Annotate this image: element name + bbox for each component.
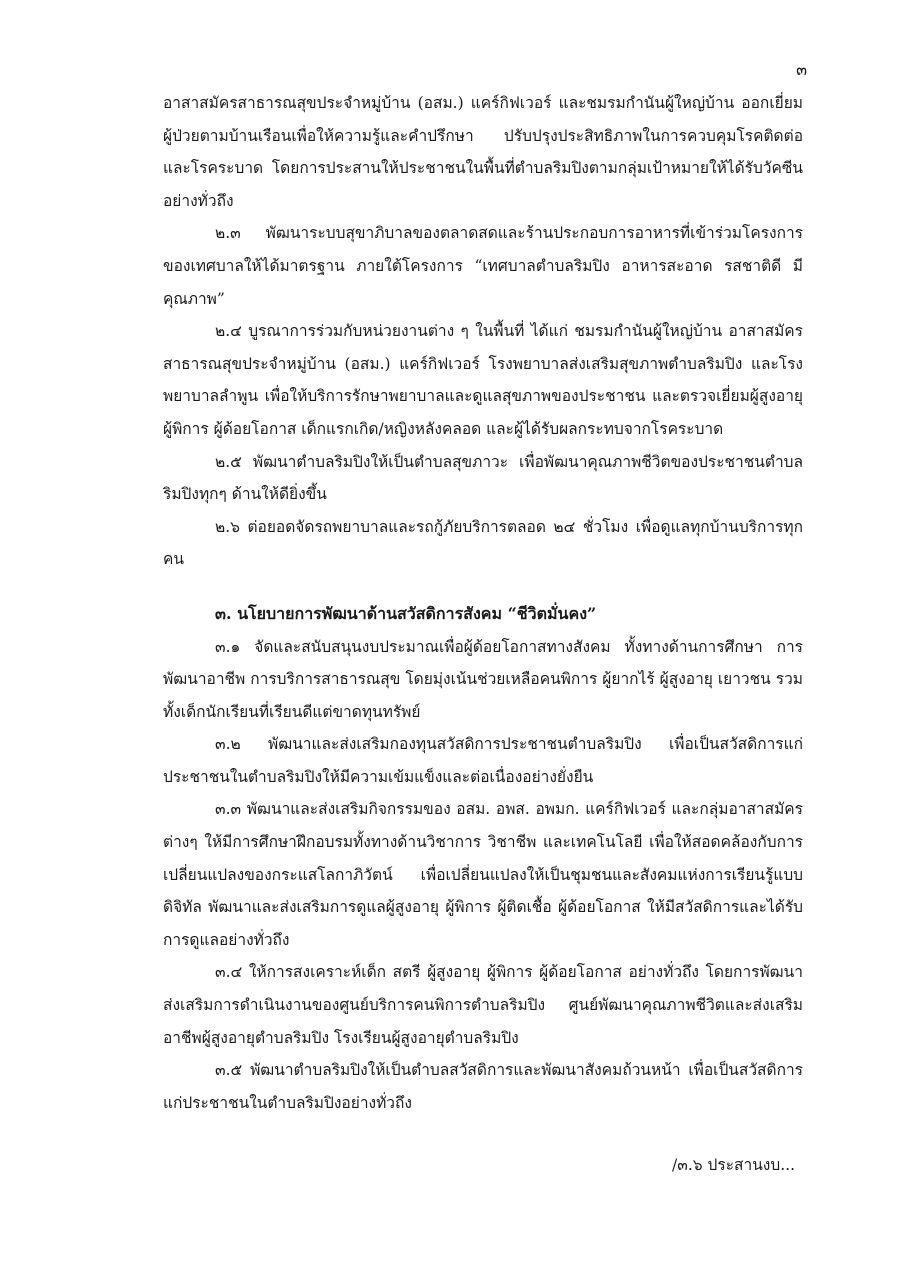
paragraph-intro: อาสาสมัครสาธารณสุขประจำหมู่บ้าน (อสม.) แคร์กิฟเวอร์ และชมรมกำนันผู้ใหญ่บ้าน ออกเยี่ยมผู้ป่วยตามบ้านเรือนเพื่อให้ความรู้และคำปรึกษา ปรับปรุงประสิทธิภาพในการควบคุมโรคติดต่อและโรคระบาด โดยการประสานให้ประชาชนในพื้นที่ตำบลริมปิงตามกลุ่มเป้าหมายให้ได้รับวัคซีนอย่างทั่วถึง [163, 94, 803, 210]
paragraph-2-6: ๒.๖ ต่อยอดจัดรถพยาบาลและรถกู้ภัยบริการตลอด ๒๔ ชั่วโมง เพื่อดูแลทุกบ้านบริการทุกคน [163, 517, 803, 569]
paragraph-3-1: ๓.๑ จัดและสนับสนุนงบประมาณเพื่อผู้ด้อยโอกาสทางสังคม ทั้งทางด้านการศึกษา การพัฒนาอาชีพ การบริการสาธารณสุข โดยมุ่งเน้นช่วยเหลือคนพิการ ผู้ยากไร้ ผู้สูงอายุ เยาวชน รวมทั้งเด็กนักเรียนที่เรียนดีแต่ขาดทุนทรัพย์ [163, 637, 803, 721]
paragraph-2-4: ๒.๔ บูรณาการร่วมกับหน่วยงานต่าง ๆ ในพื้นที่ ได้แก่ ชมรมกำนันผู้ใหญ่บ้าน อาสาสมัครสาธารณสุขประจำหมู่บ้าน (อสม.) แคร์กิฟเวอร์ โรงพยาบาลส่งเสริมสุขภาพตำบลริมปิง และโรงพยาบาลลำพูน เพื่อให้บริการรักษาพยาบาลและดูแลสุขภาพของประชาชน และตรวจเยี่ยมผู้สูงอายุ ผู้พิการ ผู้ด้อยโอกาส เด็กแรกเกิด/หญิงหลังคลอด และผู้ได้รับผลกระทบจากโรคระบาด [163, 322, 803, 438]
paragraph-2-3: ๒.๓ พัฒนาระบบสุขาภิบาลของตลาดสดและร้านประกอบการอาหารที่เข้าร่วมโครงการของเทศบาลให้ได้มาตรฐาน ภายใต้โครงการ “เทศบาลตำบลริมปิง อาหารสะอาด รสชาติดี มีคุณภาพ” [163, 224, 803, 308]
section-heading-3: ๓. นโยบายการพัฒนาด้านสวัสดิการสังคม “ชีวิตมั่นคง” [215, 603, 597, 623]
page-number: ๓ [796, 60, 807, 79]
paragraph-3-4: ๓.๔ ให้การสงเคราะห์เด็ก สตรี ผู้สูงอายุ ผู้พิการ ผู้ด้อยโอกาส อย่างทั่วถึง โดยการพัฒนาส่งเสริมการดำเนินงานของศูนย์บริการคนพิการตำบลริมปิง ศูนย์พัฒนาคุณภาพชีวิตและส่งเสริมอาชีพผู้สูงอายุตำบลริมปิง โรงเรียนผู้สูงอายุตำบลริมปิง [163, 963, 803, 1047]
paragraph-3-5: ๓.๕ พัฒนาตำบลริมปิงให้เป็นตำบลสวัสดิการและพัฒนาสังคมถ้วนหน้า เพื่อเป็นสวัสดิการแก่ประชาชนในตำบลริมปิงอย่างทั่วถึง [163, 1061, 803, 1112]
paragraph-2-5: ๒.๕ พัฒนาตำบลริมปิงให้เป็นตำบลสุขภาวะ เพื่อพัฒนาคุณภาพชีวิตของประชาชนตำบลริมปิงทุกๆ ด้านให้ดียิ่งขึ้น [163, 452, 803, 504]
document-body [163, 87, 803, 1119]
paragraph-3-3: ๓.๓ พัฒนาและส่งเสริมกิจกรรมของ อสม. อพส. อพมก. แคร์กิฟเวอร์ และกลุ่มอาสาสมัครต่างๆ ให้มีการศึกษาฝึกอบรมทั้งทางด้านวิชาการ วิชาชีพ และเทคโนโลยี เพื่อให้สอดคล้องกับการเปลี่ยนแปลงของกระแสโลกาภิวัตน์ เพื่อเปลี่ยนแปลงให้เป็นชุมชนและสังคมแห่งการเรียนรู้แบบดิจิทัล พัฒนาและส่งเสริมการดูแลผู้สูงอายุ ผู้พิการ ผู้ติดเชื้อ ผู้ด้อยโอกาส ให้มีสวัสดิการและได้รับการดูแลอย่างทั่วถึง [163, 800, 803, 949]
paragraph-3-2: ๓.๒ พัฒนาและส่งเสริมกองทุนสวัสดิการประชาชนตำบลริมปิง เพื่อเป็นสวัสดิการแก่ประชาชนในตำบลริมปิงให้มีความเข้มแข็งและต่อเนื่องอย่างยั่งยืน [163, 735, 803, 786]
continuation-marker: /๓.๖ ประสานงบ... [672, 1156, 795, 1174]
